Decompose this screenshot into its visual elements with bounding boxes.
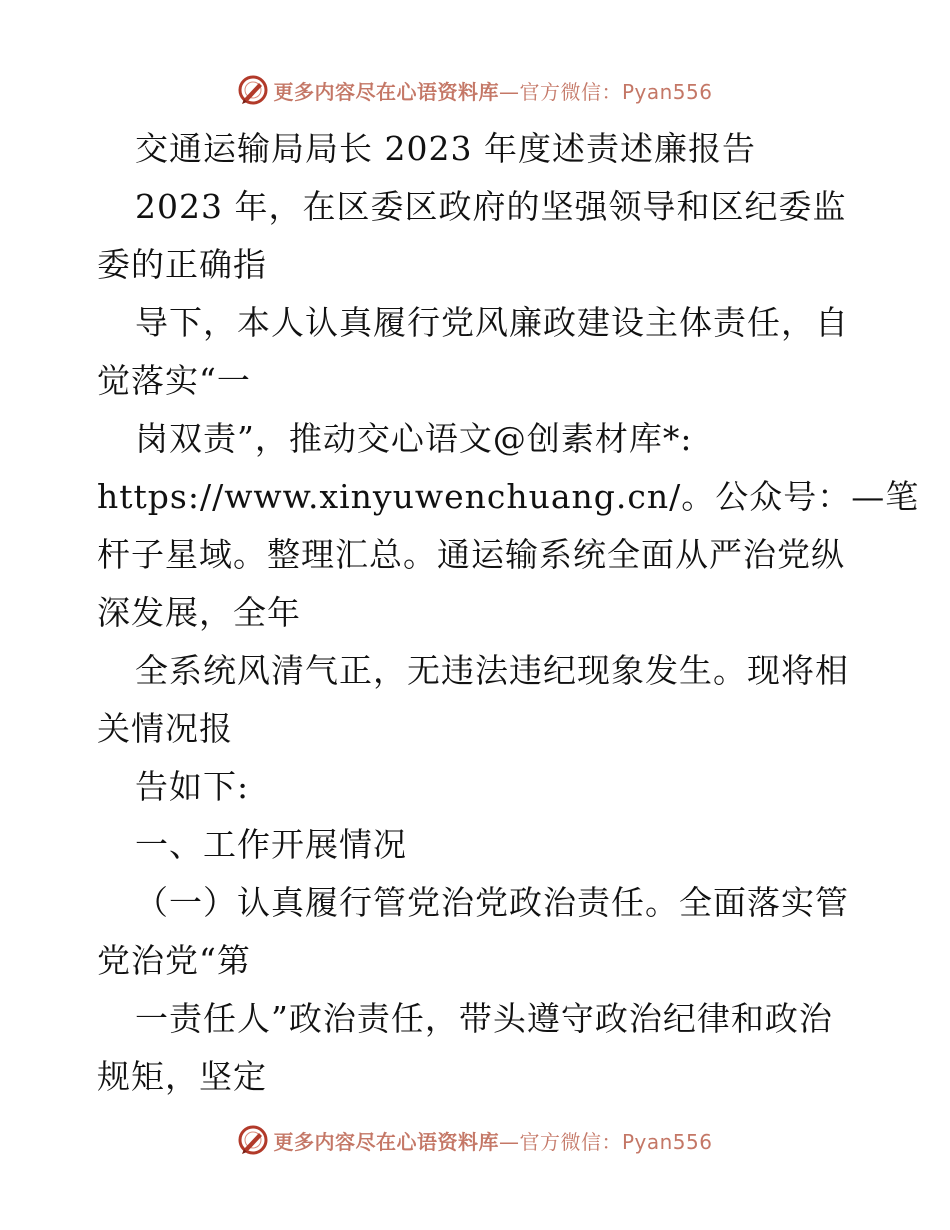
document-body [97, 120, 920, 1106]
watermark-group [237, 74, 712, 106]
document-line: 杆子星域。整理汇总。通运输系统全面从严治党纵 [97, 535, 845, 574]
watermark-text-main: 更多内容尽在心语资料库 [273, 79, 499, 104]
document-line: 觉落实“一 [97, 361, 251, 400]
document-line: 全系统风清气正，无违法违纪现象发生。现将相 [135, 651, 849, 690]
document-line: 深发展，全年 [97, 593, 301, 632]
subsection-heading: （一）认真履行管党治党政治责任。全面落实管 [135, 883, 849, 922]
document-line: 一责任人”政治责任，带头遵守政治纪律和政治 [135, 999, 833, 1038]
document-line: 岗双责”，推动交心语文@创素材库*: [135, 419, 693, 458]
document-line: 告如下: [135, 767, 250, 806]
watermark-header [0, 70, 950, 110]
document-line: 导下，本人认真履行党风廉政建设主体责任，自 [135, 303, 849, 342]
document-line: 规矩，坚定 [97, 1057, 267, 1096]
watermark-text-main: 更多内容尽在心语资料库 [273, 1129, 499, 1154]
watermark-text-contact: —官方微信：Pyan556 [498, 79, 713, 104]
watermark-group [237, 1124, 712, 1156]
document-line: 党治党“第 [97, 941, 251, 980]
pen-logo-icon [237, 74, 269, 106]
document-line: 委的正确指 [97, 245, 267, 284]
watermark-text-contact: —官方微信：Pyan556 [498, 1129, 713, 1154]
watermark-text [273, 1126, 712, 1155]
document-line-url: https://www.xinyuwenchuang.cn/。公众号：—笔 [97, 477, 920, 516]
pen-logo-icon [237, 1124, 269, 1156]
section-heading: 一、工作开展情况 [135, 825, 407, 864]
document-title: 交通运输局局长 2023 年度述责述廉报告 [135, 129, 756, 168]
watermark-text [273, 76, 712, 105]
document-line: 2023 年，在区委区政府的坚强领导和区纪委监 [135, 187, 847, 226]
watermark-footer [0, 1120, 950, 1160]
document-line: 关情况报 [97, 709, 233, 748]
